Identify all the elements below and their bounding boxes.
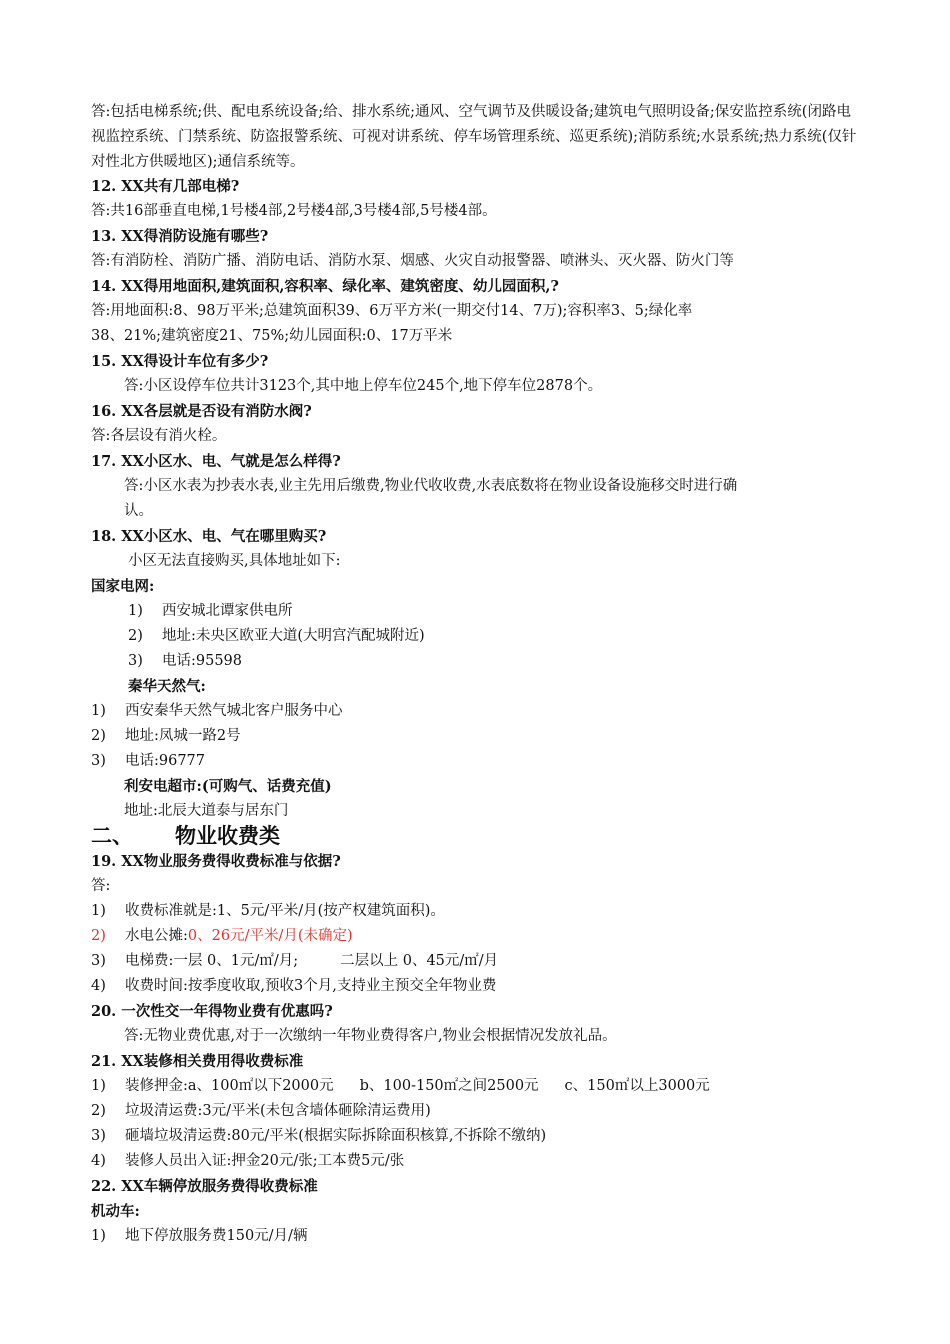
q20-answer: 答:无物业费优惠,对于一次缴纳一年物业费得客户,物业会根据情况发放礼品。 — [124, 1028, 617, 1044]
q17-answer-line1: 答:小区水表为抄表水表,业主先用后缴费,物业代收收费,水表底数将在物业设备设施移交时进行确 — [124, 478, 738, 494]
q19-title: 19. XX物业服务费得收费标准与依据? — [91, 853, 341, 870]
q12-answer: 答:共16部垂直电梯,1号楼4部,2号楼4部,3号楼4部,5号楼4部。 — [91, 203, 497, 219]
q13-answer: 答:有消防栓、消防广播、消防电话、消防水泵、烟感、火灾自动报警器、喷淋头、灭火器、防火门等 — [91, 253, 734, 269]
q16-answer: 答:各层设有消火栓。 — [91, 428, 227, 444]
section-heading: 二、 物业收费类 — [91, 823, 280, 848]
q17-title: 17. XX小区水、电、气就是怎么样得? — [91, 453, 341, 470]
q17-answer-line2: 认。 — [124, 503, 153, 519]
market-heading: 利安电超市:(可购气、话费充值) — [124, 778, 332, 795]
list-item: 4) 收费时间:按季度收取,预收3个月,支持业主预交全年物业费 — [91, 978, 497, 994]
list-item: 2) 水电公摊:0、26元/平米/月(未确定) — [91, 928, 353, 944]
list-item: 2) 地址:未央区欧亚大道(大明宫汽配城附近) — [128, 628, 425, 644]
list-item: 1) 地下停放服务费150元/月/辆 — [91, 1228, 308, 1244]
list-item: 3) 电话:95598 — [128, 653, 243, 669]
q15-title: 15. XX得设计车位有多少? — [91, 353, 269, 370]
gas-heading: 秦华天然气: — [128, 678, 206, 695]
list-item: 1) 西安秦华天然气城北客户服务中心 — [91, 703, 343, 719]
q20-title: 20. 一次性交一年得物业费有优惠吗? — [91, 1003, 333, 1020]
q18-intro: 小区无法直接购买,具体地址如下: — [128, 553, 341, 569]
list-item: 1) 西安城北谭家供电所 — [128, 603, 293, 619]
list-item: 2) 垃圾清运费:3元/平米(未包含墙体砸除清运费用) — [91, 1103, 431, 1119]
list-item: 1) 收费标准就是:1、5元/平米/月(按产权建筑面积)。 — [91, 903, 445, 919]
q15-answer: 答:小区设停车位共计3123个,其中地上停车位245个,地下停车位2878个。 — [124, 378, 603, 394]
grid-heading: 国家电网: — [91, 578, 155, 595]
q19-answer-label: 答: — [91, 878, 111, 894]
q14-answer-line1: 答:用地面积:8、98万平米;总建筑面积39、6万平方米(一期交付14、7万);容积率3、5;绿化率 — [91, 303, 693, 319]
q21-title: 21. XX装修相关费用得收费标准 — [91, 1053, 304, 1070]
market-address: 地址:北辰大道泰与居东门 — [124, 803, 289, 819]
q14-answer-line2: 38、21%;建筑密度21、75%;幼儿园面积:0、17万平米 — [91, 328, 453, 344]
list-item: 4) 装修人员出入证:押金20元/张;工本费5元/张 — [91, 1153, 405, 1169]
intro-answer: 答:包括电梯系统;供、配电系统设备;给、排水系统;通风、空气调节及供暖设备;建筑电气照明设备;保安监控系统(闭路电视监控系统、门禁系统、防盗报警系统、可视对讲系统、停车场管理系统、巡更系统);消防系统;水景系统;热力系统(仅针对性北方供暖地区);通信系统等。 — [91, 104, 857, 170]
list-item: 3) 电话:96777 — [91, 753, 206, 769]
q22-title: 22. XX车辆停放服务费得收费标准 — [91, 1178, 318, 1195]
list-item: 1) 装修押金:a、100㎡以下2000元 b、100-150㎡之间2500元 c、150㎡以上3000元 — [91, 1078, 710, 1094]
q12-title: 12. XX共有几部电梯? — [91, 178, 240, 195]
list-item: 3) 砸墙垃圾清运费:80元/平米(根据实际拆除面积核算,不拆除不缴纳) — [91, 1128, 547, 1144]
q13-title: 13. XX得消防设施有哪些? — [91, 228, 269, 245]
list-item: 2) 地址:凤城一路2号 — [91, 728, 241, 744]
list-item: 3) 电梯费:一层 0、1元/㎡/月; 二层以上 0、45元/㎡/月 — [91, 953, 499, 969]
q18-title: 18. XX小区水、电、气在哪里购买? — [91, 528, 327, 545]
q14-title: 14. XX得用地面积,建筑面积,容积率、绿化率、建筑密度、幼儿园面积,? — [91, 278, 559, 295]
q16-title: 16. XX各层就是否设有消防水阀? — [91, 403, 312, 420]
q22-heading: 机动车: — [91, 1203, 140, 1220]
